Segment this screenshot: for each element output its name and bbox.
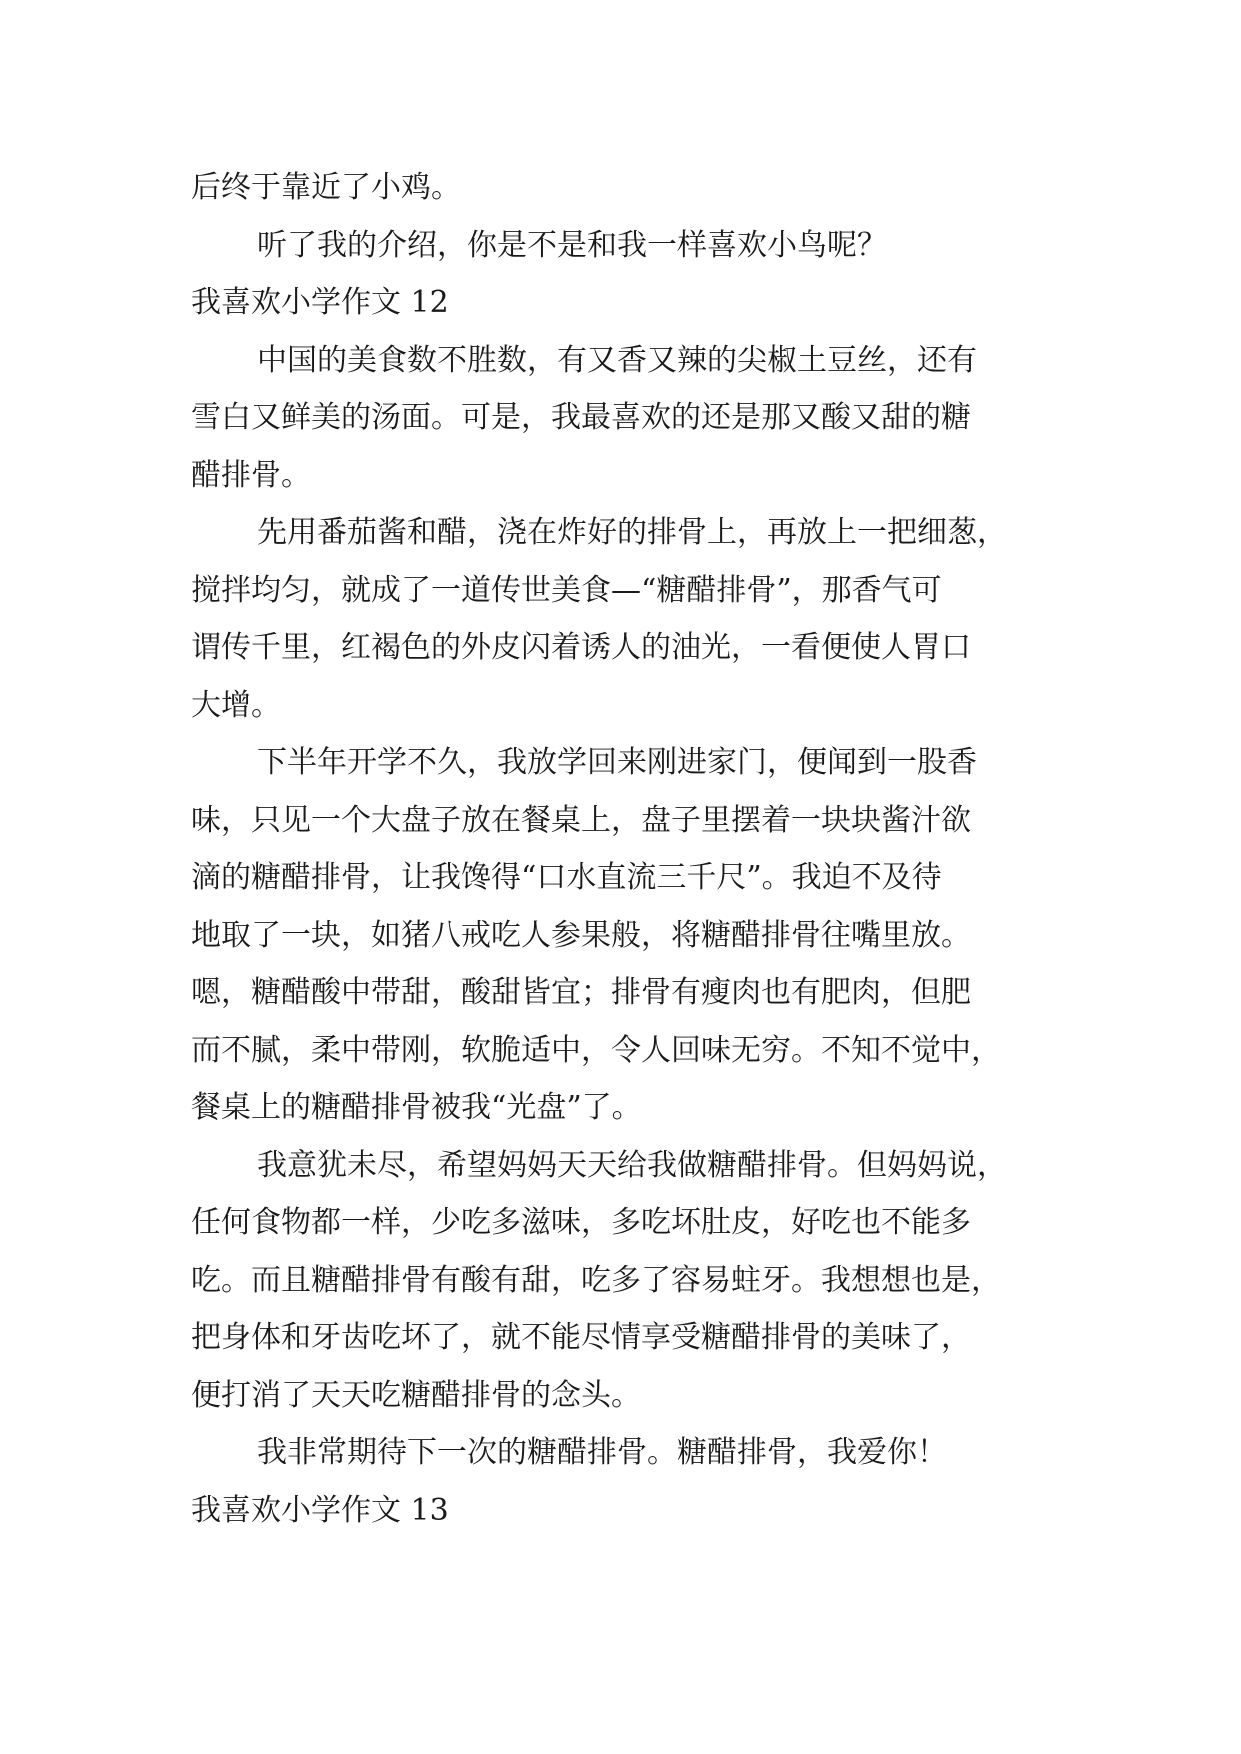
text-line: 餐桌上的糖醋排骨被我“光盘”了。: [191, 1090, 642, 1125]
text-line: 味，只见一个大盘子放在餐桌上，盘子里摆着一块块酱汁欲: [191, 802, 971, 838]
text-line: 下半年开学不久，我放学回来刚进家门，便闻到一股香: [257, 745, 977, 780]
text-line: 后终于靠近了小鸡。: [191, 170, 461, 205]
text-line: 雪白又鲜美的汤面。可是，我最喜欢的还是那又酸又甜的糖: [191, 400, 971, 435]
text-line: 中国的美食数不胜数，有又香又辣的尖椒土豆丝，还有: [257, 342, 977, 378]
text-line: 搅拌均匀，就成了一道传世美食—“糖醋排骨”，那香气可: [191, 572, 942, 608]
text-line: 我喜欢小学作文 12: [191, 285, 449, 320]
document-body: [191, 159, 1071, 1539]
text-line: 嗯，糖醋酸中带甜，酸甜皆宜；排骨有瘦肉也有肥肉，但肥: [191, 975, 971, 1010]
text-line: 听了我的介绍，你是不是和我一样喜欢小鸟呢？: [257, 227, 887, 263]
text-line: 我非常期待下一次的糖醋排骨。糖醋排骨，我爱你！: [257, 1435, 947, 1470]
text-line: 我意犹未尽，希望妈妈天天给我做糖醋排骨。但妈妈说，: [257, 1147, 1007, 1183]
text-line: 我喜欢小学作文 13: [191, 1492, 449, 1528]
text-line: 大增。: [191, 687, 281, 723]
text-line: 而不腻，柔中带刚，软脆适中，令人回味无穷。不知不觉中，: [191, 1032, 1001, 1068]
text-line: 任何食物都一样，少吃多滋味，多吃坏肚皮，好吃也不能多: [191, 1205, 971, 1240]
text-line: 醋排骨。: [191, 457, 311, 493]
text-line: 吃。而且糖醋排骨有酸有甜，吃多了容易蛀牙。我想想也是，: [191, 1262, 1001, 1298]
text-line: 地取了一块，如猪八戒吃人参果般，将糖醋排骨往嘴里放。: [191, 917, 971, 953]
text-line: 谓传千里，红褐色的外皮闪着诱人的油光，一看便使人胃口: [191, 630, 971, 665]
text-line: 把身体和牙齿吃坏了，就不能尽情享受糖醋排骨的美味了，: [191, 1320, 971, 1355]
text-line: 便打消了天天吃糖醋排骨的念头。: [191, 1377, 641, 1413]
text-line: 滴的糖醋排骨，让我馋得“口水直流三千尺”。我迫不及待: [191, 860, 942, 895]
text-line: 先用番茄酱和醋，浇在炸好的排骨上，再放上一把细葱，: [257, 515, 1007, 550]
